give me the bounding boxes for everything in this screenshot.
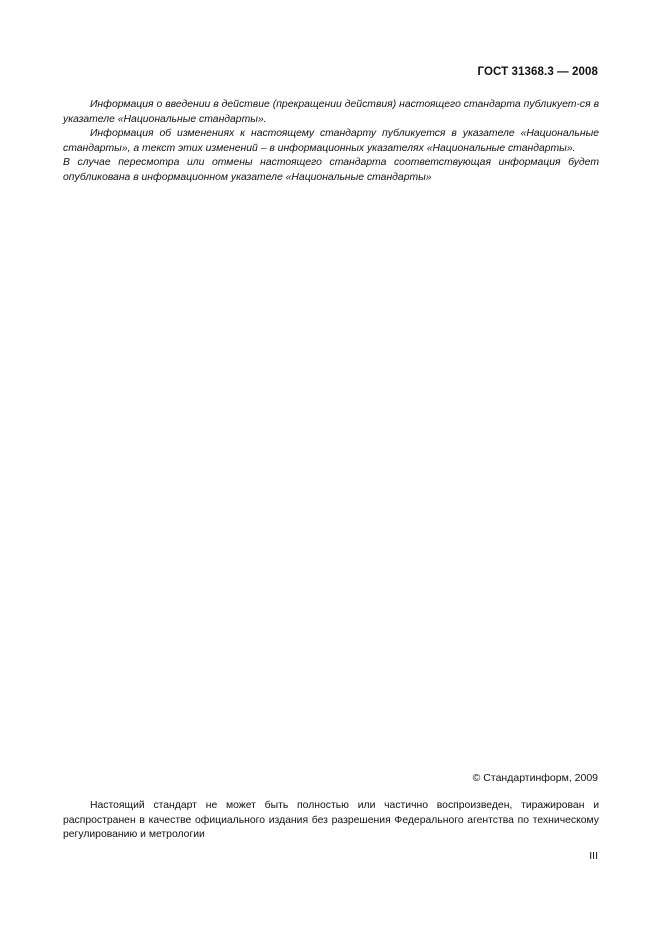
standard-header: ГОСТ 31368.3 — 2008 <box>477 66 598 78</box>
copyright-line: © Стандартинформ, 2009 <box>472 772 598 784</box>
page-number: III <box>589 850 598 862</box>
info-paragraph-changes: Информация об изменениях к настоящему стандарту публикуется в указателе «Национальные стандарты», а текст этих изменений – в информационных указателях «Национальные стандарты». <box>63 128 599 154</box>
publication-info <box>63 98 599 185</box>
info-paragraph-revision: В случае пересмотра или отмены настоящего стандарта соответствующая информация будет опубликована в информационном указателе «Национальные стандарты» <box>63 157 599 183</box>
reproduction-notice: Настоящий стандарт не может быть полностью или частично воспроизведен, тиражирован и распространен в качестве официального издания без разрешения Федерального агентства по техническому регулированию и метрологии <box>63 800 599 840</box>
info-paragraph-introduction: Информация о введении в действие (прекращении действия) настоящего стандарта публикует-ся в указателе «Национальные стандарты». <box>63 99 599 125</box>
